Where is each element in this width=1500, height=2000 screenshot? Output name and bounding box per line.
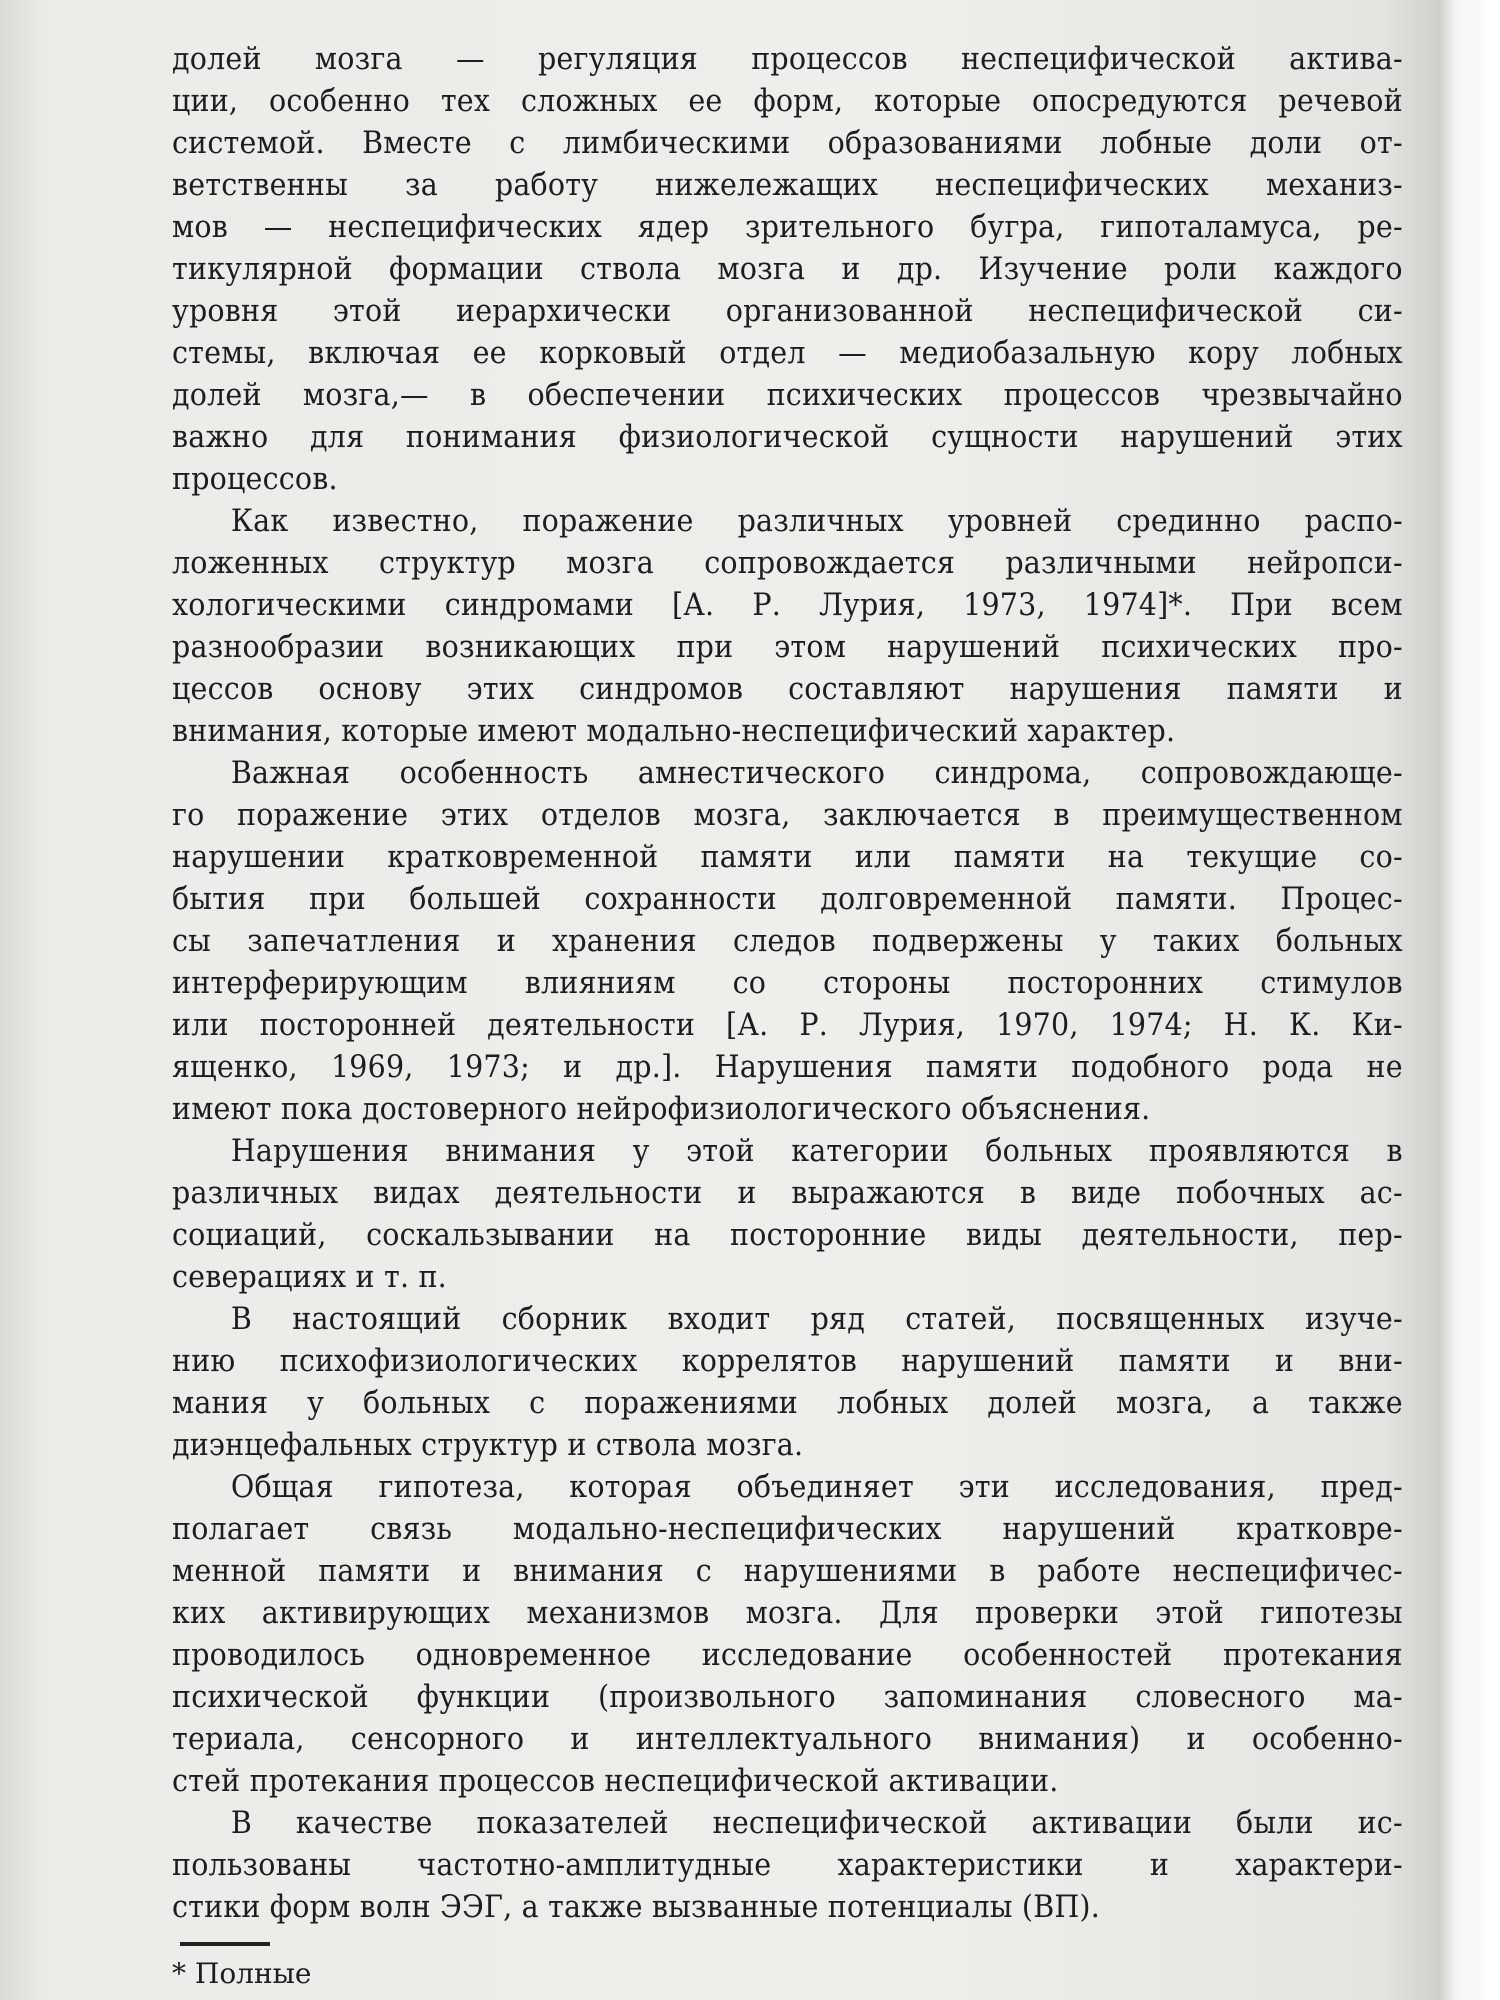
text-line: имеют пока достоверного нейрофизиологического объяснения. — [172, 1091, 1151, 1127]
text-line: го поражение этих отделов мозга, заключается в преимущественном — [172, 797, 1403, 833]
text-line: стемы, включая ее корковый отдел — медиобазальную кору лобных — [172, 335, 1403, 371]
text-line: важно для понимания физиологической сущности нарушений этих — [172, 419, 1403, 455]
text-line: долей мозга — регуляция процессов неспецифической актива- — [172, 41, 1403, 77]
text-line: ких активирующих механизмов мозга. Для проверки этой гипотезы — [172, 1595, 1403, 1631]
text-line: териала, сенсорного и интеллектуального внимания) и особенно- — [172, 1721, 1403, 1757]
text-line: тикулярной формации ствола мозга и др. Изучение роли каждого — [172, 251, 1403, 287]
text-line: бытия при большей сохранности долговременной памяти. Процес- — [172, 881, 1403, 917]
paragraph — [172, 1130, 1405, 1298]
text-line: Общая гипотеза, которая объединяет эти исследования, пред- — [230, 1469, 1403, 1505]
text-line: уровня этой иерархически организованной неспецифической си- — [172, 293, 1403, 329]
text-line: сы запечатления и хранения следов подвержены у таких больных — [172, 923, 1403, 959]
text-line: разнообразии возникающих при этом нарушений психических про- — [172, 629, 1403, 665]
text-line: внимания, которые имеют модально-неспецифический характер. — [172, 713, 1176, 749]
text-line: стей протекания процессов неспецифической активации. — [172, 1763, 1059, 1799]
text-line: В настоящий сборник входит ряд статей, посвященных изуче- — [230, 1301, 1403, 1337]
text-line: нарушении кратковременной памяти или памяти на текущие со- — [172, 839, 1403, 875]
text-line: цессов основу этих синдромов составляют нарушения памяти и — [172, 671, 1403, 707]
paragraph — [172, 1298, 1405, 1466]
text-line: Как известно, поражение различных уровней срединно распо- — [230, 503, 1403, 539]
text-line: Важная особенность амнестического синдрома, сопровождающе- — [230, 755, 1403, 791]
text-line: мов — неспецифических ядер зрительного бугра, гипоталамуса, ре- — [172, 209, 1403, 245]
text-line: или посторонней деятельности [А. Р. Лурия, 1970, 1974; Н. К. Ки- — [172, 1007, 1403, 1043]
text-line: долей мозга,— в обеспечении психических процессов чрезвычайно — [172, 377, 1403, 413]
text-line: социаций, соскальзывании на посторонние виды деятельности, пер- — [172, 1217, 1403, 1253]
text-line: ложенных структур мозга сопровождается различными нейропси- — [172, 545, 1403, 581]
footnote-rule — [180, 1942, 270, 1946]
paragraph — [172, 1466, 1405, 1802]
text-line: различных видах деятельности и выражаются в виде побочных ас- — [172, 1175, 1403, 1211]
text-line: менной памяти и внимания с нарушениями в работе неспецифичес- — [172, 1553, 1403, 1589]
text-line: интерферирующим влияниям со стороны посторонних стимулов — [172, 965, 1403, 1001]
text-line: полагает связь модально-неспецифических нарушений кратковре- — [172, 1511, 1403, 1547]
text-line: ященко, 1969, 1973; и др.]. Нарушения памяти подобного рода не — [172, 1049, 1403, 1085]
text-line: хологическими синдромами [А. Р. Лурия, 1973, 1974]*. При всем — [172, 587, 1403, 623]
text-line: северациях и т. п. — [172, 1259, 447, 1295]
paragraph — [172, 1802, 1405, 1928]
text-line: ветственны за работу нижележащих неспецифических механиз- — [172, 167, 1403, 203]
text-line: системой. Вместе с лимбическими образованиями лобные доли от- — [172, 125, 1403, 161]
text-line: В качестве показателей неспецифической активации были ис- — [230, 1805, 1403, 1841]
text-line: стики форм волн ЭЭГ, а также вызванные потенциалы (ВП). — [172, 1889, 1100, 1925]
text-line: ции, особенно тех сложных ее форм, которые опосредуются речевой — [172, 83, 1403, 119]
text-line: мания у больных с поражениями лобных долей мозга, а также — [172, 1385, 1403, 1421]
text-line: процессов. — [172, 461, 338, 497]
paragraph — [172, 38, 1405, 500]
text-line: психической функции (произвольного запоминания словесного ма- — [172, 1679, 1403, 1715]
paragraph — [172, 500, 1405, 752]
text-line: нию психофизиологических коррелятов нарушений памяти и вни- — [172, 1343, 1403, 1379]
text-line: пользованы частотно-амплитудные характеристики и характери- — [172, 1847, 1403, 1883]
text-line: диэнцефальных структур и ствола мозга. — [172, 1427, 804, 1463]
text-line: проводилось одновременное исследование особенностей протекания — [172, 1637, 1403, 1673]
footnote: * Полные — [172, 1957, 312, 1990]
text-line: Нарушения внимания у этой категории больных проявляются в — [230, 1133, 1403, 1169]
book-page-text — [172, 38, 1405, 1928]
paragraph — [172, 752, 1405, 1130]
